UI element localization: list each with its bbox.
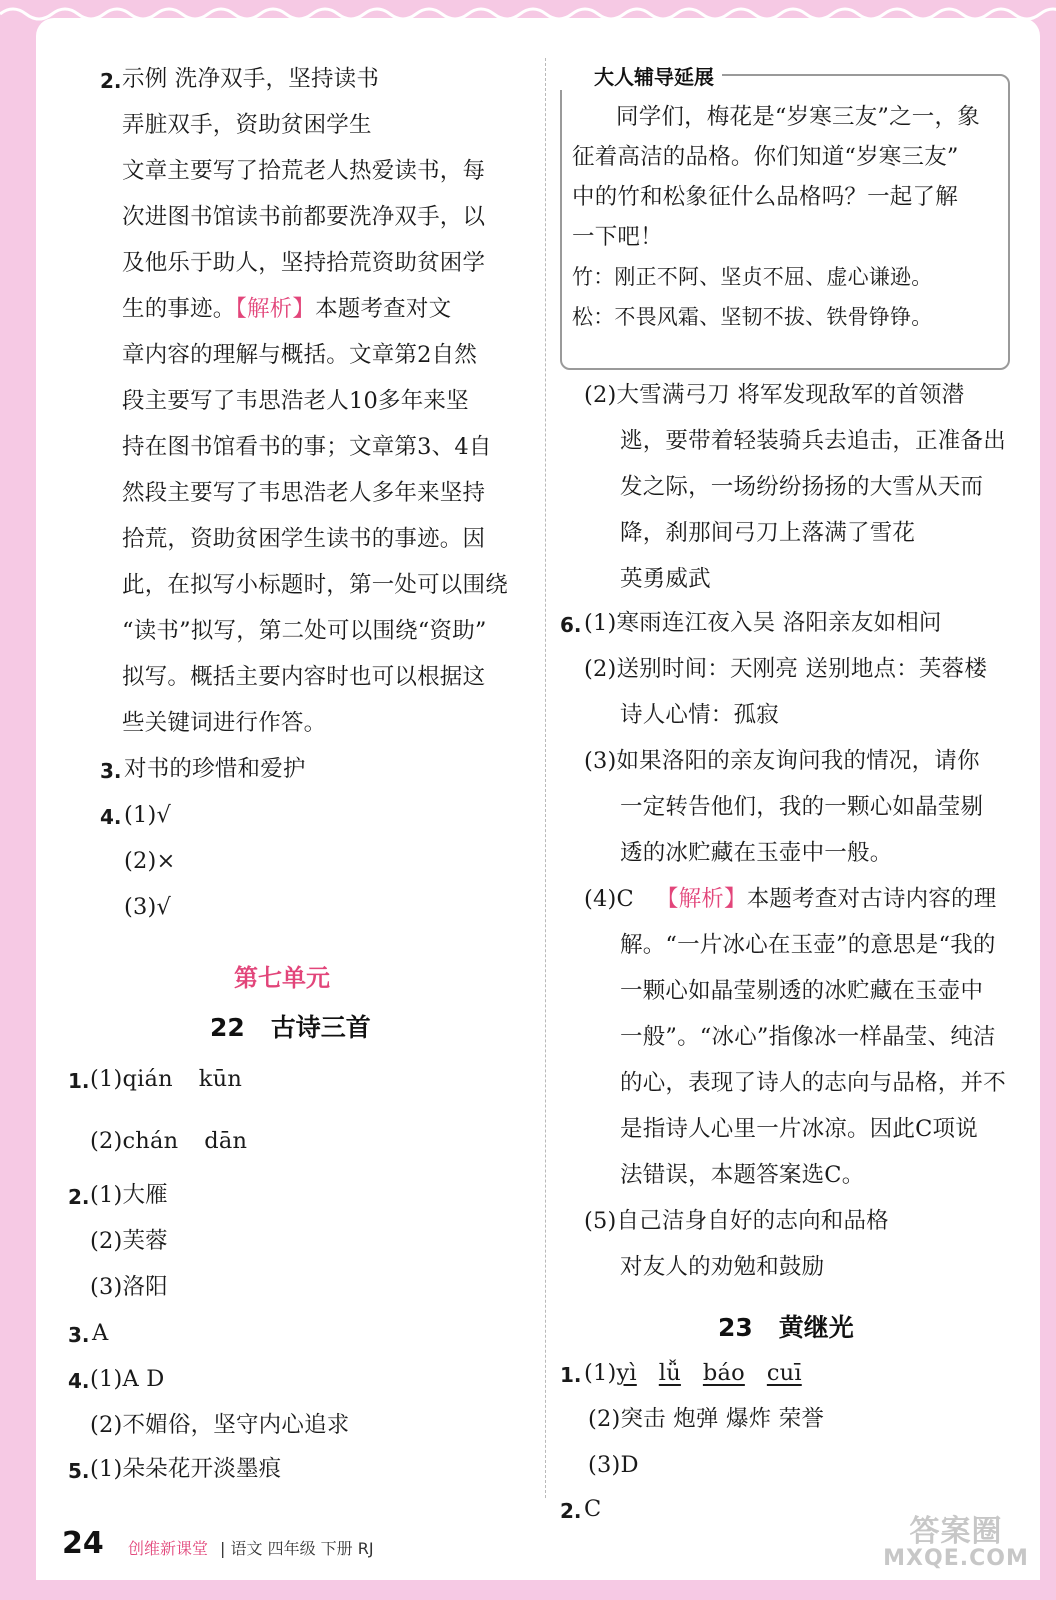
answer-line: 发之际，一场纷纷扬扬的大雪从天而 [620,474,984,500]
answer-text: 生的事迹。 [122,296,236,322]
answer-line: (1)大雁 [90,1182,168,1208]
analysis-line: 段主要写了韦思浩老人10多年来坚 [122,388,469,414]
analysis-line: 持在图书馆看书的事；文章第3、4自 [122,434,492,460]
box-line: 中的竹和松象征什么品格吗？一起了解 [572,184,958,210]
analysis-line: 拟写。概括主要内容时也可以根据这 [122,664,486,690]
pinyin-answer [90,1126,247,1156]
analysis-line [122,294,451,324]
answer-line: C [584,1496,602,1522]
analysis-line [584,884,996,914]
answer-line: (3)√ [124,894,172,920]
question-number: 2. [68,1185,90,1209]
pinyin-text: qián [122,1066,173,1092]
question-number: 4. [100,805,122,829]
answer-text: (1) [90,1066,123,1092]
answer-line: (1)A D [90,1366,165,1392]
column-divider [545,58,546,1498]
analysis-line: 然段主要写了韦思浩老人多年来坚持 [122,480,486,506]
answer-line: 对友人的劝勉和鼓励 [620,1254,825,1280]
answer-line: (2)不媚俗，坚守内心追求 [90,1412,350,1438]
answer-line: (1)寒雨连江夜入吴 洛阳亲友如相问 [584,610,942,636]
answer-text: (1) [584,1360,617,1386]
pinyin-text: lǚ [658,1360,681,1386]
answer-line: 及他乐于助人，坚持拾荒资助贫困学 [122,250,486,276]
lesson-name: 古诗三首 [270,1013,371,1042]
answer-line: 降，刹那间弓刀上落满了雪花 [620,520,916,546]
question-number: 6. [560,613,582,637]
analysis-line: 是指诗人心里一片冰凉。因此C项说 [620,1116,978,1142]
answer-line: (3)洛阳 [90,1274,168,1300]
analysis-text: 本题考查对古诗内容的理 [746,886,997,912]
box-line: 竹：刚正不阿、坚贞不屈、虚心谦逊。 [572,265,933,289]
answer-line: (3)D [588,1452,639,1478]
answer-line: (2)× [124,848,176,874]
question-number: 4. [68,1369,90,1393]
answer-line: (1)√ [124,802,172,828]
answer-line: 示例 洗净双手，坚持读书 [122,66,380,92]
analysis-line: 的心，表现了诗人的志向与品格，并不 [620,1070,1006,1096]
analysis-line: 一般”。“冰心”指像冰一样晶莹、纯洁 [620,1024,996,1050]
answer-text: (4)C [584,886,634,912]
pinyin-text: kūn [198,1066,243,1092]
lesson-number: 23 [718,1313,753,1342]
question-number: 1. [560,1363,582,1387]
answer-line: 弄脏双手，资助贫困学生 [122,112,372,138]
lesson-number: 22 [210,1013,245,1042]
analysis-line: 解。“一片冰心在玉壶”的意思是“我的 [620,932,996,958]
pinyin-answer [90,1064,242,1094]
answer-line: 英勇威武 [620,566,711,592]
analysis-line: 此，在拟写小标题时，第一处可以围绕 [122,572,508,598]
answer-line: 对书的珍惜和爱护 [124,756,306,782]
brand-name: 创维新课堂 [128,1539,209,1558]
lesson-name: 黄继光 [778,1313,854,1342]
answer-line: A [92,1320,109,1346]
box-line: 一下吧！ [572,224,663,250]
answer-line: (2)送别时间：天刚亮 送别地点：芙蓉楼 [584,656,988,682]
lesson-title [210,1008,371,1044]
answer-line: 逃，要带着轻装骑兵去追击，正准备出 [620,428,1006,454]
answer-line: 次进图书馆读书前都要洗净双手，以 [122,204,486,230]
question-number: 2. [560,1499,582,1523]
page-number: 24 [62,1526,104,1561]
box-line: 征着高洁的品格。你们知道“岁寒三友” [572,144,959,170]
analysis-line: 章内容的理解与概括。文章第2自然 [122,342,478,368]
question-number: 1. [68,1069,90,1093]
question-number: 5. [68,1459,90,1483]
answer-line: 透的冰贮藏在玉壶中一般。 [620,840,893,866]
box-line: 同学们，梅花是“岁寒三友”之一，象 [616,104,980,130]
answer-line: (1)朵朵花开淡墨痕 [90,1456,282,1482]
box-line: 松：不畏风霜、坚韧不拔、铁骨铮铮。 [572,305,933,329]
analysis-line: 拾荒，资助贫困学生读书的事迹。因 [122,526,486,552]
answer-line: (5)自己洁身自好的志向和品格 [584,1208,889,1234]
question-number: 3. [68,1323,90,1347]
answer-line: 文章主要写了拾荒老人热爱读书，每 [122,158,486,184]
lesson-title [718,1308,854,1344]
question-number: 3. [100,759,122,783]
watermark [876,1506,1036,1571]
pinyin-text: cuī [766,1360,802,1386]
analysis-line: 一颗心如晶莹剔透的冰贮藏在玉壶中 [620,978,984,1004]
box-title: 大人辅导延展 [560,64,722,90]
pinyin-text: báo [702,1360,745,1386]
question-number: 2. [100,69,122,93]
analysis-line: 些关键词进行作答。 [122,710,327,736]
pinyin-answer [584,1358,802,1388]
unit-title: 第七单元 [234,964,330,992]
analysis-line: 法错误，本题答案选C。 [620,1162,865,1188]
answer-line: (2)芙蓉 [90,1228,168,1254]
pinyin-text: dān [204,1128,248,1154]
watermark-url: MXQE.COM [883,1546,1029,1571]
analysis-tag: 【解析】 [655,886,747,912]
pinyin-text: chán [122,1128,179,1154]
analysis-tag: 【解析】 [235,296,316,322]
answer-line: (2)突击 炮弹 爆炸 荣誉 [588,1406,825,1432]
book-info: | 语文 四年级 下册 RJ [220,1539,374,1558]
watermark-logo: 答案圈 [909,1514,1003,1549]
answer-line: (3)如果洛阳的亲友询问我的情况，请你 [584,748,980,774]
analysis-text: 本题考查对文 [315,296,452,322]
answer-line: 一定转告他们，我的一颗心如晶莹剔 [620,794,984,820]
answer-line: 诗人心情：孤寂 [620,702,779,728]
answer-text: (2) [90,1128,123,1154]
analysis-line: “读书”拟写，第二处可以围绕“资助” [122,618,487,644]
pinyin-text: yì [616,1360,637,1386]
page-sheet [36,18,1040,1580]
answer-line: (2)大雪满弓刀 将军发现敌军的首领潜 [584,382,965,408]
